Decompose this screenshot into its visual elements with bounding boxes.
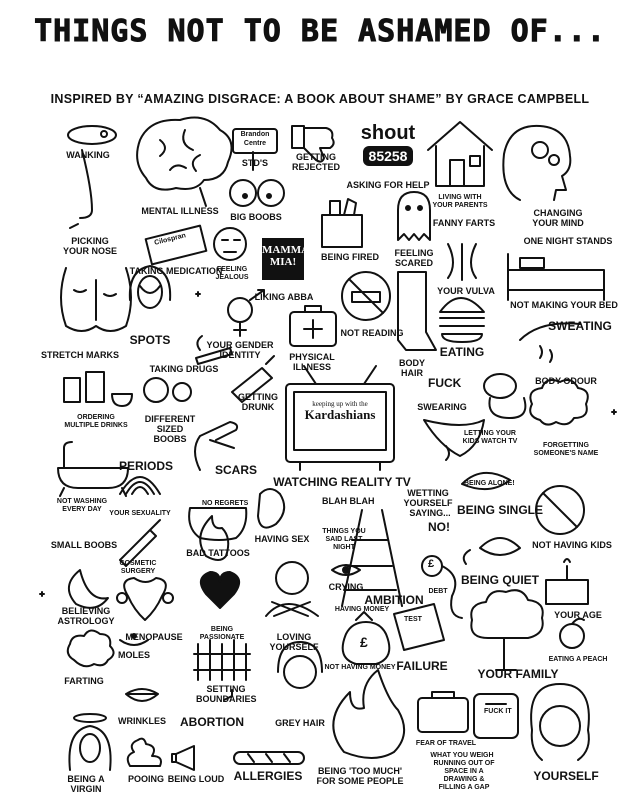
label-getting-rejected: GETTING REJECTED	[291, 152, 340, 172]
tattoo-drawing	[189, 508, 246, 540]
thought-cloud-drawing	[530, 380, 588, 425]
yourself-portrait-drawing	[531, 684, 589, 760]
moon-drawing	[69, 570, 108, 608]
crying-eye-drawing	[332, 565, 360, 575]
label-things-said-last-night: THINGS YOU SAID LAST NIGHT	[322, 528, 366, 551]
big-boobs-drawing	[230, 180, 284, 206]
label-feeling-scared: FEELING SCARED	[394, 248, 434, 268]
test-paper-text: TEST	[404, 616, 422, 623]
label-setting-boundaries: SETTING BOUNDARIES	[196, 684, 257, 704]
scale-drawing	[474, 694, 518, 738]
label-being-passionate: BEING PASSIONATE	[199, 626, 245, 641]
label-not-having-money: NOT HAVING MONEY	[324, 664, 396, 671]
label-your-age: YOUR AGE	[554, 610, 602, 620]
label-menopause: MENOPAUSE	[125, 632, 183, 642]
first-aid-drawing	[290, 306, 336, 346]
head-gears-drawing	[503, 126, 570, 200]
house-drawing	[428, 122, 492, 186]
label-stds: STD'S	[241, 158, 269, 168]
label-being-single: BEING SINGLE	[456, 503, 544, 517]
label-asking-for-help: ASKING FOR HELP	[346, 180, 430, 190]
label-saying: SAYING...	[409, 508, 451, 518]
label-small-boobs: SMALL BOOBS	[50, 540, 118, 550]
box-drawing	[322, 199, 362, 247]
jealous-face-drawing	[214, 228, 246, 260]
label-taking-medication: TAKING MEDICATION	[129, 266, 223, 276]
ghost-drawing	[398, 192, 430, 240]
label-different-sized-boobs: DIFFERENT SIZED BOOBS	[144, 414, 196, 444]
label-swearing: SWEARING	[417, 402, 467, 412]
label-having-sex: HAVING SEX	[254, 534, 310, 544]
label-big-boobs: BIG BOOBS	[230, 212, 282, 222]
label-not-reading: NOT READING	[340, 328, 404, 338]
label-not-making-bed: NOT MAKING YOUR BED	[510, 300, 618, 310]
uterus-drawing	[117, 578, 173, 620]
debt-coin-symbol: £	[428, 558, 435, 570]
label-ambition: AMBITION	[364, 593, 424, 607]
label-changing-your-mind: CHANGING YOUR MIND	[532, 208, 584, 228]
big-flame-drawing	[333, 670, 404, 758]
label-kids-watch-tv: LETTING YOUR KIDS WATCH TV	[462, 430, 518, 445]
fanny-fart-drawing	[448, 244, 476, 280]
label-feeling-jealous: FEELING JEALOUS	[215, 266, 249, 281]
label-allergies: ALLERGIES	[233, 769, 303, 783]
label-not-washing: NOT WASHING EVERY DAY	[56, 498, 108, 513]
baguette-drawing	[234, 752, 304, 764]
label-liking-abba: LIKING ABBA	[254, 292, 314, 302]
stretch-marks-drawing	[61, 268, 131, 331]
bath-drawing	[58, 442, 128, 496]
label-mental-illness: MENTAL ILLNESS	[141, 206, 219, 216]
label-fanny-farts: FANNY FARTS	[432, 218, 496, 228]
virgin-woman-drawing	[69, 714, 110, 770]
label-ordering-multiple-drinks: ORDERING MULTIPLE DRINKS	[64, 414, 128, 429]
label-being-loud: BEING LOUD	[167, 774, 225, 784]
label-running-out-of-space: RUNNING OUT OF SPACE IN A DRAWING & FILLING A GAP	[433, 760, 495, 791]
label-yourself: YOURSELF	[533, 769, 599, 783]
blah-bubble: BLAH BLAH	[322, 496, 375, 506]
heart-drawing	[201, 572, 239, 608]
label-being-too-much: BEING 'TOO MUCH' FOR SOME PEOPLE	[316, 766, 404, 786]
label-being-a-virgin: BEING A VIRGIN	[67, 774, 105, 794]
label-farting: FARTING	[64, 676, 104, 686]
label-bad-tattoos: BAD TATTOOS	[186, 548, 250, 558]
no-kids-drawing	[536, 486, 584, 534]
label-pooing: POOING	[127, 774, 165, 784]
cake-drawing	[546, 559, 588, 604]
tree-drawing	[471, 590, 542, 670]
label-forgetting-names: FORGETTING SOMEONE'S NAME	[533, 442, 599, 457]
boot-drawing	[398, 272, 436, 350]
money-bag-symbol: £	[360, 634, 368, 650]
no-regrets-tattoo: NO REGRETS	[202, 500, 249, 507]
label-sweating: SWEATING	[548, 319, 612, 333]
label-body-hair: BODY HAIR	[398, 358, 425, 378]
label-moles: MOLES	[117, 650, 151, 660]
mamma-mia-poster: MAMMA MIA!	[262, 238, 304, 280]
mouse-drawing	[464, 538, 520, 564]
label-scars: SCARS	[214, 463, 258, 477]
brain-drawing	[137, 118, 231, 206]
peppa-drawing	[484, 374, 525, 418]
test-paper-drawing	[394, 604, 444, 650]
label-debt: DEBT	[428, 588, 448, 595]
label-wetting-yourself: WETTING YOURSELF	[403, 488, 453, 508]
label-cosmetic-surgery: COSMETIC SURGERY	[119, 560, 157, 575]
suitcase-drawing	[418, 692, 468, 732]
label-having-money: HAVING MONEY	[334, 606, 390, 613]
no-reading-drawing	[342, 272, 390, 320]
label-your-family: YOUR FAMILY	[477, 667, 559, 681]
tv-line-1: keeping up with the	[312, 400, 368, 408]
label-picking-nose: PICKING YOUR NOSE	[62, 236, 117, 256]
label-your-sexuality: YOUR SEXUALITY	[109, 510, 171, 517]
label-one-night-stands: ONE NIGHT STANDS	[523, 236, 613, 246]
fart-cloud-drawing	[68, 630, 114, 666]
label-eating-a-peach: EATING A PEACH	[548, 656, 608, 663]
megaphone-drawing	[172, 746, 194, 770]
shout-number: 85258	[363, 146, 414, 166]
tv-screen-text	[298, 400, 382, 446]
label-periods: PERIODS	[118, 459, 174, 473]
being-alone-banner-text: BEING ALONE!	[464, 480, 515, 487]
label-loving-yourself: LOVING YOURSELF	[269, 632, 319, 652]
shout-sign	[352, 122, 424, 166]
peach-drawing	[560, 619, 584, 648]
burger-drawing	[440, 298, 484, 342]
label-believing-astrology: BELIEVING ASTROLOGY	[57, 606, 115, 626]
label-physical-illness: PHYSICAL ILLNESS	[289, 352, 335, 372]
different-boobs-drawing	[144, 378, 191, 402]
label-wrinkles: WRINKLES	[118, 716, 166, 726]
label-abortion: ABORTION	[180, 715, 244, 729]
label-watching-reality-tv: WATCHING REALITY TV	[273, 475, 411, 489]
nose-drawing	[70, 150, 92, 228]
label-eating: EATING	[439, 345, 485, 359]
label-spots: SPOTS	[129, 333, 171, 347]
label-stretch-marks: STRETCH MARKS	[41, 350, 119, 360]
lips-drawing	[126, 689, 158, 701]
label-not-having-kids: NOT HAVING KIDS	[532, 540, 612, 550]
label-getting-drunk: GETTING DRUNK	[238, 392, 278, 412]
fence-drawing	[194, 640, 250, 680]
fuck-it-scale-text: FUCK IT	[484, 708, 512, 715]
label-living-with-parents: LIVING WITH YOUR PARENTS	[432, 194, 488, 209]
drinks-drawing	[64, 372, 132, 406]
label-taking-drugs: TAKING DRUGS	[149, 364, 219, 374]
page-title: THINGS NOT TO BE ASHAMED OF...	[34, 14, 606, 49]
poo-drawing	[128, 739, 161, 766]
fuck-bubble: FUCK	[428, 376, 462, 390]
wanking-drawing	[68, 126, 116, 144]
page-subtitle: INSPIRED BY “AMAZING DISGRACE: A BOOK ABOUT SHAME” BY GRACE CAMPBELL	[50, 92, 590, 106]
no-bubble: NO!	[428, 520, 450, 534]
label-body-odour: BODY ODOUR	[535, 376, 597, 386]
hugging-person-drawing	[266, 562, 318, 616]
bed-drawing	[508, 254, 604, 300]
brandon-centre-sign: Brandon Centre	[232, 128, 278, 154]
label-gender-identity: YOUR GENDER IDENTITY	[206, 340, 274, 360]
label-crying: CRYING	[328, 582, 364, 592]
label-fear-of-travel: FEAR OF TRAVEL	[415, 740, 477, 747]
label-grey-hair: GREY HAIR	[275, 718, 325, 728]
aubergine-drawing	[258, 489, 284, 528]
cilospran-label: Cilospran	[153, 232, 187, 247]
label-your-vulva: YOUR VULVA	[437, 286, 495, 296]
label-what-you-weigh: WHAT YOU WEIGH	[430, 752, 494, 759]
tv-line-2: Kardashians	[304, 407, 376, 422]
label-being-fired: BEING FIRED	[320, 252, 380, 262]
label-failure: FAILURE	[396, 659, 448, 673]
label-wanking: WANKING	[66, 150, 110, 160]
shout-word: shout	[360, 122, 416, 144]
label-being-quiet: BEING QUIET	[460, 573, 540, 587]
